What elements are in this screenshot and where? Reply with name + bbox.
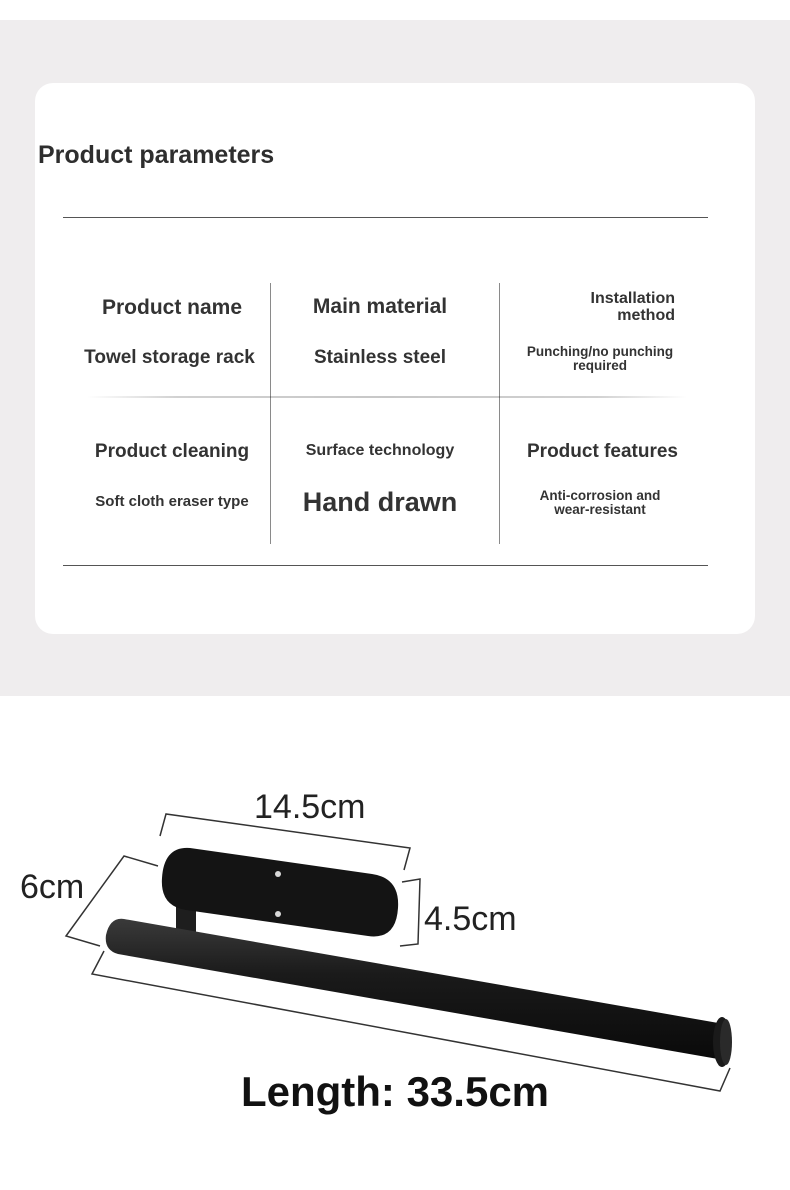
section-title: Product parameters xyxy=(38,141,275,169)
label-product-features: Product features xyxy=(527,441,678,462)
value-line: Punching/no punching xyxy=(526,344,674,359)
label-line: method xyxy=(617,307,675,324)
top-divider xyxy=(63,217,708,218)
value-surface-technology: Hand drawn xyxy=(302,487,458,517)
value-main-material: Stainless steel xyxy=(313,347,447,368)
label-main-material: Main material xyxy=(312,295,448,318)
label-line: Installation xyxy=(590,290,675,307)
label-installation-method xyxy=(555,290,675,324)
label-product-name: Product name xyxy=(101,296,243,319)
label-surface-technology: Surface technology xyxy=(305,442,455,459)
value-line: wear-resistant xyxy=(554,502,646,517)
screw-hole xyxy=(275,911,281,917)
value-product-name: Towel storage rack xyxy=(84,347,255,368)
value-line: Anti-corrosion and xyxy=(539,488,661,503)
label-product-cleaning: Product cleaning xyxy=(94,441,250,462)
width-dimension: 14.5cm xyxy=(254,788,366,826)
wall-plate xyxy=(162,848,398,937)
value-product-cleaning: Soft cloth eraser type xyxy=(95,493,249,510)
screw-hole xyxy=(275,871,281,877)
bottom-divider xyxy=(63,565,708,566)
column-divider xyxy=(499,283,500,544)
parameters-card xyxy=(35,83,755,634)
height-dimension: 4.5cm xyxy=(424,900,517,938)
row-divider xyxy=(87,396,687,398)
value-product-features xyxy=(510,489,690,517)
value-installation-method xyxy=(510,345,690,373)
rack-bar xyxy=(106,919,724,1059)
length-caption: Length: 33.5cm xyxy=(240,1068,550,1115)
value-line: required xyxy=(572,358,627,373)
depth-dimension: 6cm xyxy=(20,868,85,906)
